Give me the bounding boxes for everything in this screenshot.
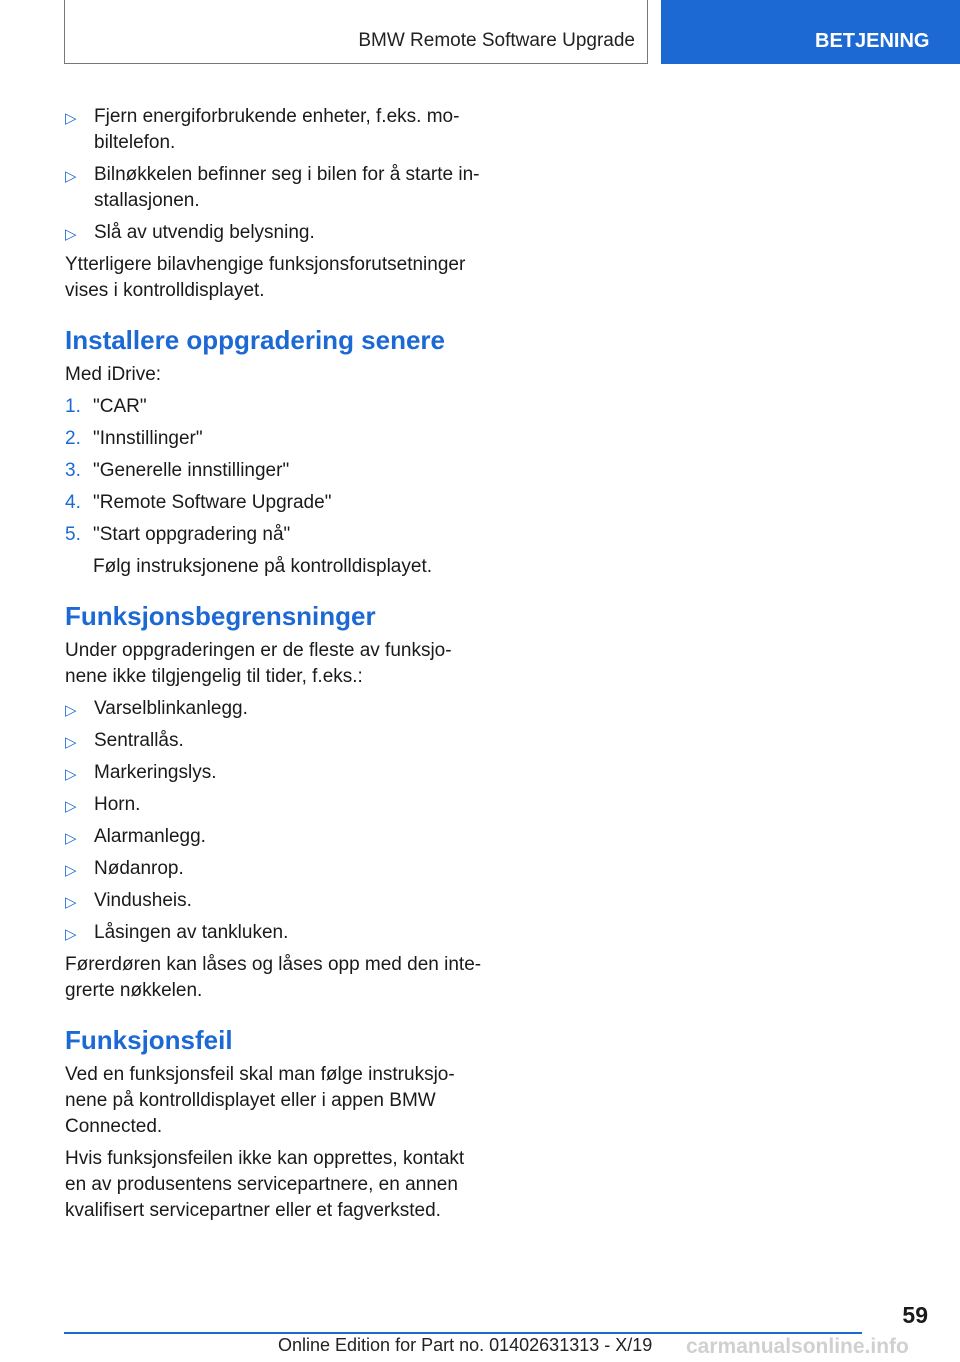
step-number: 2. <box>65 428 81 449</box>
triangle-bullet-icon: ▷ <box>65 734 77 751</box>
list-item: ▷ Varselblinkanlegg. <box>65 696 485 722</box>
malfunction-paragraph-1: Ved en funksjonsfeil skal man følge instruksjonene på kontrolldisplayet eller i appen BMW Connected. <box>65 1064 455 1137</box>
step-item: 3. "Generelle innstillinger" <box>65 458 485 484</box>
step-number: 3. <box>65 460 81 481</box>
page-content <box>65 104 485 1230</box>
list-item: ▷ Alarmanlegg. <box>65 824 485 850</box>
footer-divider <box>64 1332 862 1334</box>
header-title: BMW Remote Software Upgrade <box>358 30 635 51</box>
intro-paragraph: Ytterligere bilavhengige funksjonsforutsetninger vises i kontrolldisplayet. <box>65 254 466 301</box>
install-steps <box>65 394 485 548</box>
step-item: 4. "Remote Software Upgrade" <box>65 490 485 516</box>
install-lead: Med iDrive: <box>65 364 162 385</box>
section-tab: BETJENING <box>661 0 960 64</box>
triangle-bullet-icon: ▷ <box>65 766 77 783</box>
step-item: 2. "Innstillinger" <box>65 426 485 452</box>
triangle-bullet-icon: ▷ <box>65 168 77 185</box>
triangle-bullet-icon: ▷ <box>65 862 77 879</box>
step-item: 1. "CAR" <box>65 394 485 420</box>
list-item: ▷ Vindusheis. <box>65 888 485 914</box>
triangle-bullet-icon: ▷ <box>65 926 77 943</box>
triangle-bullet-icon: ▷ <box>65 830 77 847</box>
limitations-list <box>65 696 485 946</box>
heading-malfunction: Funksjonsfeil <box>65 1025 233 1055</box>
list-item: ▷ Nødanrop. <box>65 856 485 882</box>
footer-edition: Online Edition for Part no. 01402631313 - X/19 <box>278 1335 653 1355</box>
page-number: 59 <box>902 1302 928 1328</box>
step-number: 4. <box>65 492 81 513</box>
triangle-bullet-icon: ▷ <box>65 226 77 243</box>
triangle-bullet-icon: ▷ <box>65 110 77 127</box>
watermark: carmanualsonline.info <box>686 1335 909 1358</box>
header-frame <box>64 0 648 64</box>
list-item: ▷ Slå av utvendig belysning. <box>65 220 485 246</box>
list-item: ▷ Sentrallås. <box>65 728 485 754</box>
step-item: 5. "Start oppgradering nå" <box>65 522 485 548</box>
triangle-bullet-icon: ▷ <box>65 702 77 719</box>
limitations-paragraph: Førerdøren kan låses og låses opp med den integrerte nøkkelen. <box>65 954 482 1001</box>
heading-install-later: Installere oppgradering senere <box>65 325 446 355</box>
limitations-lead: Under oppgraderingen er de fleste av funksjonene ikke tilgjengelig til tider, f.eks.: <box>65 640 452 687</box>
list-item: ▷ Horn. <box>65 792 485 818</box>
heading-limitations: Funksjonsbegrensninger <box>65 601 376 631</box>
prerequisite-list <box>65 104 485 246</box>
list-item: ▷ Låsingen av tankluken. <box>65 920 485 946</box>
triangle-bullet-icon: ▷ <box>65 798 77 815</box>
step-note: Følg instruksjonene på kontrolldisplayet. <box>93 556 433 577</box>
step-number: 1. <box>65 396 81 417</box>
list-item: ▷ Fjern energiforbrukende enheter, f.eks. mobiltelefon. <box>65 106 460 153</box>
step-number: 5. <box>65 524 81 545</box>
triangle-bullet-icon: ▷ <box>65 894 77 911</box>
list-item: ▷ Bilnøkkelen befinner seg i bilen for å starte installasjonen. <box>65 164 480 211</box>
list-item: ▷ Markeringslys. <box>65 760 485 786</box>
malfunction-paragraph-2: Hvis funksjonsfeilen ikke kan opprettes, kontakt en av produsentens servicepartnere, en annen kvalifisert servicepartner eller et fagverksted. <box>65 1148 465 1221</box>
